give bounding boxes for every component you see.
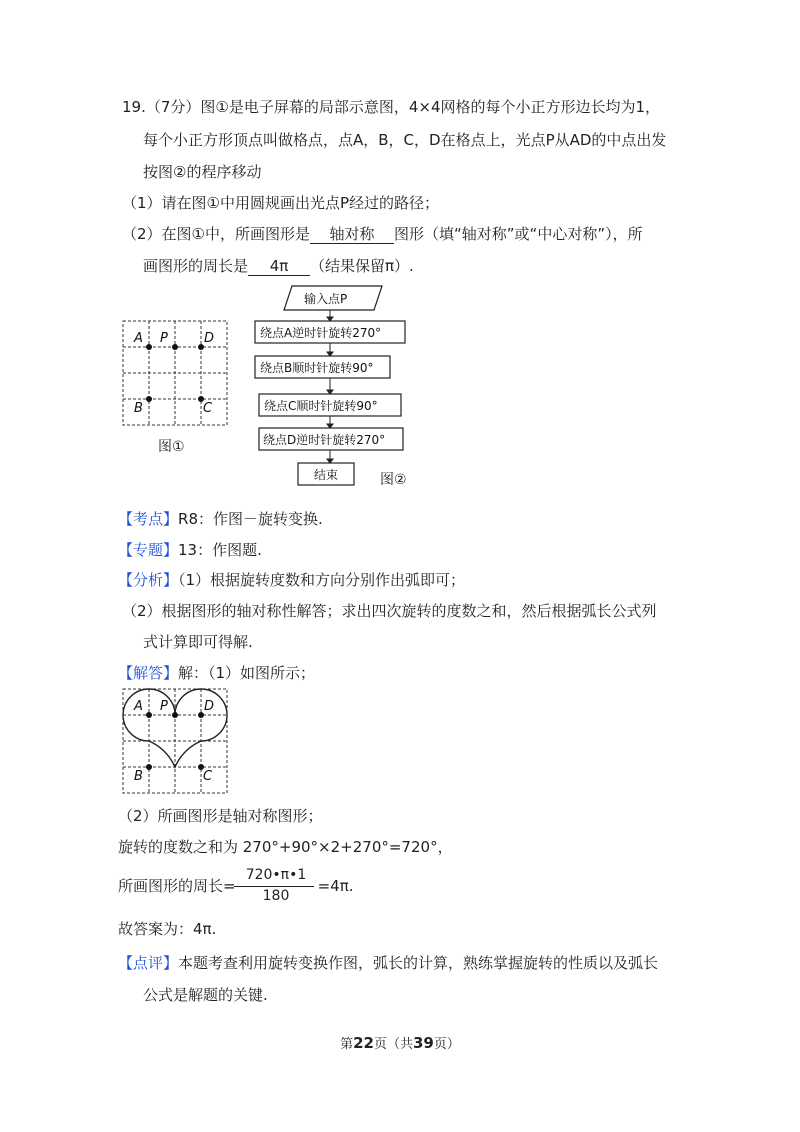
fenxi-2-line-2: 式计算即可得解.: [143, 633, 253, 651]
part2-text-d: （结果保留π）.: [310, 257, 414, 275]
solution-point-a: [146, 712, 152, 718]
footer-pre: 第: [340, 1037, 354, 1052]
solution-label-c: C: [203, 769, 213, 784]
review-line-1: [118, 953, 658, 973]
footer-post: 页）: [433, 1037, 460, 1052]
footer-page-number: 22: [353, 1034, 374, 1052]
fenxi: [118, 570, 465, 590]
figure-3-solution: [118, 686, 234, 794]
solution-label-p: P: [160, 699, 168, 714]
point-a: [146, 344, 152, 350]
review-text-1: 本题考查利用旋转变换作图，弧长的计算，熟练掌握旋转的性质以及弧长: [178, 954, 659, 972]
label-c: C: [203, 401, 213, 416]
flowchart: [250, 280, 420, 490]
review-line-2: 公式是解题的关键.: [143, 986, 268, 1004]
fraction-numerator: 720•π•1: [245, 867, 307, 883]
flow-end-text: 结束: [314, 468, 339, 482]
page-footer: [0, 1033, 800, 1052]
label-b: B: [134, 401, 143, 416]
fenxi-text: （1）根据旋转度数和方向分别作出弧即可；: [178, 571, 466, 589]
question-line-2: 每个小正方形顶点叫做格点，点A，B，C，D在格点上，光点P从AD的中点出发: [143, 131, 667, 149]
solution-label-b: B: [134, 769, 143, 784]
fenxi-tag: 【分析】: [118, 571, 179, 589]
kaodian-text: R8：作图－旋转变换.: [178, 510, 323, 528]
part2-text-b: 图形（填“轴对称”或“中心对称”），所: [394, 225, 643, 243]
part2-text-c: 画图形的周长是: [143, 257, 249, 275]
perimeter-prefix: 所画图形的周长=: [118, 877, 236, 895]
kaodian: [118, 509, 323, 529]
perimeter-suffix: =4π.: [317, 877, 354, 895]
jieda-tag: 【解答】: [118, 664, 179, 682]
jieda: [118, 663, 315, 683]
fraction-denominator: 180: [262, 888, 290, 904]
point-p: [172, 344, 178, 350]
footer-total-pages: 39: [413, 1034, 434, 1052]
label-a: A: [134, 331, 143, 346]
kaodian-tag: 【考点】: [118, 510, 179, 528]
flow-step-3-text: 绕点C顺时针旋转90°: [264, 399, 378, 413]
answer-blank-2: 4π: [248, 257, 310, 276]
question-part-1: （1）请在图①中用圆规画出光点P经过的路径；: [122, 194, 440, 212]
solution-degrees: 旋转的度数之和为 270°+90°×2+270°=720°，: [118, 838, 453, 856]
solution-answer: 故答案为：4π.: [118, 920, 217, 938]
point-b: [146, 396, 152, 402]
solution-point-b: [146, 764, 152, 770]
question-line-1: 19.（7分）图①是电子屏幕的局部示意图，4×4网格的每个小正方形边长均为1，: [122, 98, 661, 116]
zhuanti-tag: 【专题】: [118, 541, 179, 559]
fraction-bar: [234, 886, 314, 887]
question-line-3: 按图②的程序移动: [143, 163, 262, 181]
fenxi-2-line-1: （2）根据图形的轴对称性解答；求出四次旋转的度数之和，然后根据弧长公式列: [122, 602, 657, 620]
zhuanti-text: 13：作图题.: [178, 541, 262, 559]
solution-part-2: （2）所画图形是轴对称图形；: [118, 807, 323, 825]
solution-label-d: D: [204, 699, 215, 714]
figure-2-caption: 图②: [380, 472, 407, 488]
label-p: P: [160, 331, 168, 346]
flow-step-2-text: 绕点B顺时针旋转90°: [260, 361, 374, 375]
question-part-2-cont: [143, 256, 414, 276]
part2-text-a: （2）在图①中，所画图形是: [122, 225, 310, 243]
label-d: D: [204, 331, 215, 346]
answer-blank-1: 轴对称: [310, 225, 394, 244]
flow-step-4-text: 绕点D逆时针旋转270°: [263, 433, 386, 447]
figure-1-caption: 图①: [158, 439, 185, 455]
flow-input-text: 输入点P: [304, 292, 348, 306]
question-part-2: [122, 224, 643, 244]
review-tag: 【点评】: [118, 954, 179, 972]
solution-point-p: [172, 712, 178, 718]
solution-label-a: A: [134, 699, 143, 714]
flow-step-1-text: 绕点A逆时针旋转270°: [260, 326, 382, 340]
footer-mid: 页（共: [373, 1037, 413, 1052]
jieda-text: 解：（1）如图所示；: [178, 664, 316, 682]
figure-1-grid: [118, 318, 234, 428]
zhuanti: [118, 540, 262, 560]
